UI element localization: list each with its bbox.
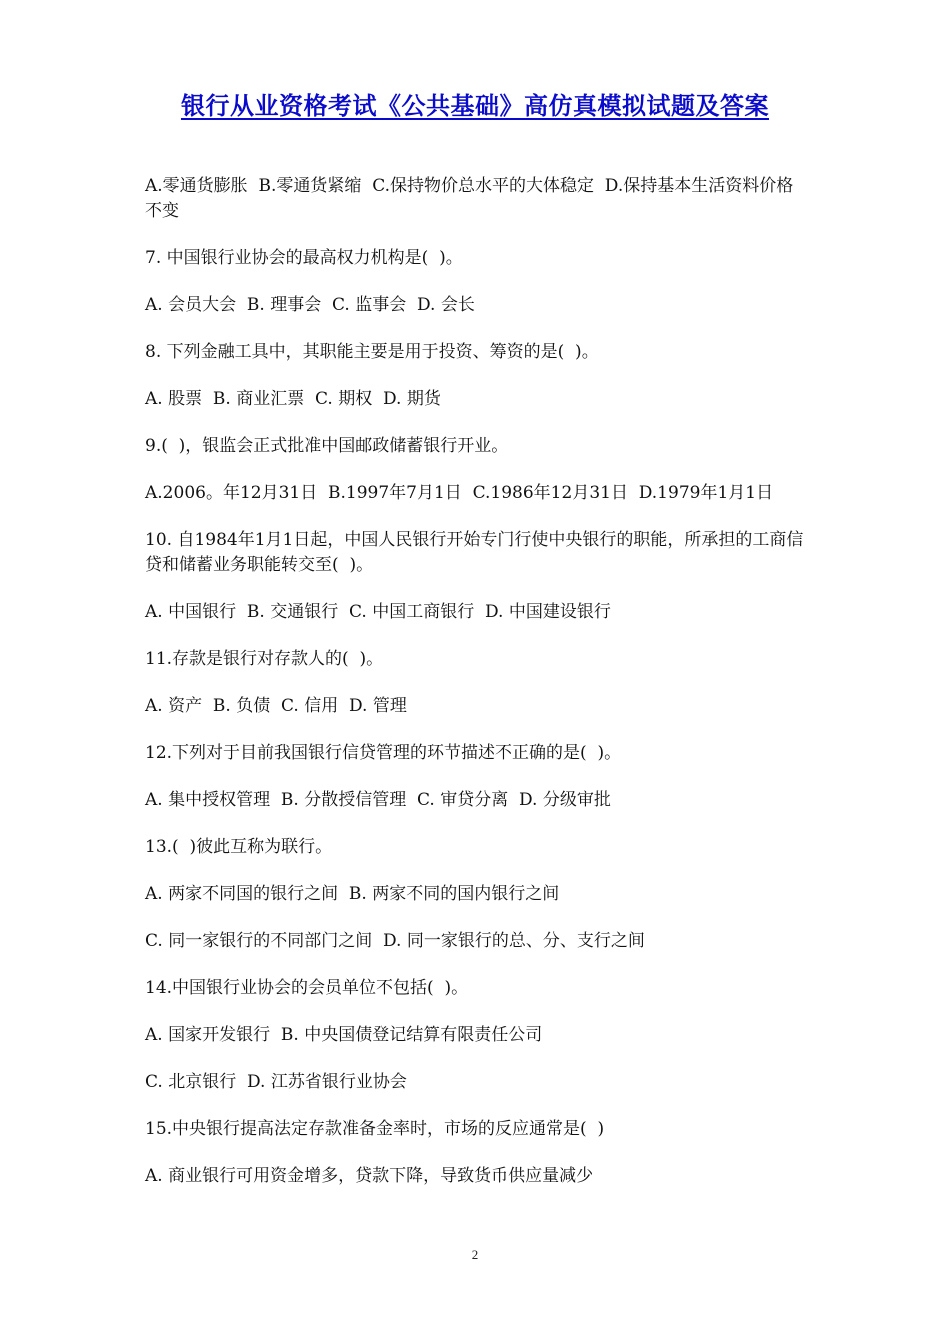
question-9: 9.( )，银监会正式批准中国邮政储蓄银行开业。 [145, 436, 509, 456]
question-12: 12.下列对于目前我国银行信贷管理的环节描述不正确的是( )。 [145, 743, 622, 763]
page-title: 银行从业资格考试《公共基础》高仿真模拟试题及答案 [181, 92, 769, 120]
question-7: 7. 中国银行业协会的最高权力机构是( )。 [145, 248, 463, 268]
answer-options-q8: A. 股票 B. 商业汇票 C. 期权 D. 期货 [145, 389, 441, 409]
answer-options-q11: A. 资产 B. 负债 C. 信用 D. 管理 [145, 696, 407, 716]
question-14: 14.中国银行业协会的会员单位不包括( )。 [145, 978, 469, 998]
question-10: 10. 自1984年1月1日起，中国人民银行开始专门行使中央银行的职能，所承担的工商信贷和储蓄业务职能转交至( )。 [145, 530, 804, 575]
answer-options-q12: A. 集中授权管理 B. 分散授信管理 C. 审贷分离 D. 分级审批 [145, 790, 611, 810]
answer-options-q14-cd: C. 北京银行 D. 江苏省银行业协会 [145, 1072, 407, 1092]
document-body [145, 174, 810, 1211]
question-11: 11.存款是银行对存款人的( )。 [145, 649, 384, 669]
answer-options-q7: A. 会员大会 B. 理事会 C. 监事会 D. 会长 [145, 295, 475, 315]
answer-options-q9: A.2006。年12月31日 B.1997年7月1日 C.1986年12月31日 D.1979年1月1日 [145, 483, 774, 503]
question-13: 13.( )彼此互称为联行。 [145, 837, 333, 857]
question-8: 8. 下列金融工具中，其职能主要是用于投资、筹资的是( )。 [145, 342, 599, 362]
answer-options-q10: A. 中国银行 B. 交通银行 C. 中国工商银行 D. 中国建设银行 [145, 602, 611, 622]
answer-options-q13-ab: A. 两家不同国的银行之间 B. 两家不同的国内银行之间 [145, 884, 560, 904]
answer-option-q15-a: A. 商业银行可用资金增多，贷款下降，导致货币供应量减少 [145, 1166, 594, 1186]
answer-options-q13-cd: C. 同一家银行的不同部门之间 D. 同一家银行的总、分、支行之间 [145, 931, 645, 951]
answer-options-q6: A.零通货膨胀 B.零通货紧缩 C.保持物价总水平的大体稳定 D.保持基本生活资料价格不变 [145, 176, 794, 221]
question-15: 15.中央银行提高法定存款准备金率时，市场的反应通常是( ) [145, 1119, 605, 1139]
answer-options-q14-ab: A. 国家开发银行 B. 中央国债登记结算有限责任公司 [145, 1025, 543, 1045]
page-number: 2 [471, 1247, 479, 1262]
